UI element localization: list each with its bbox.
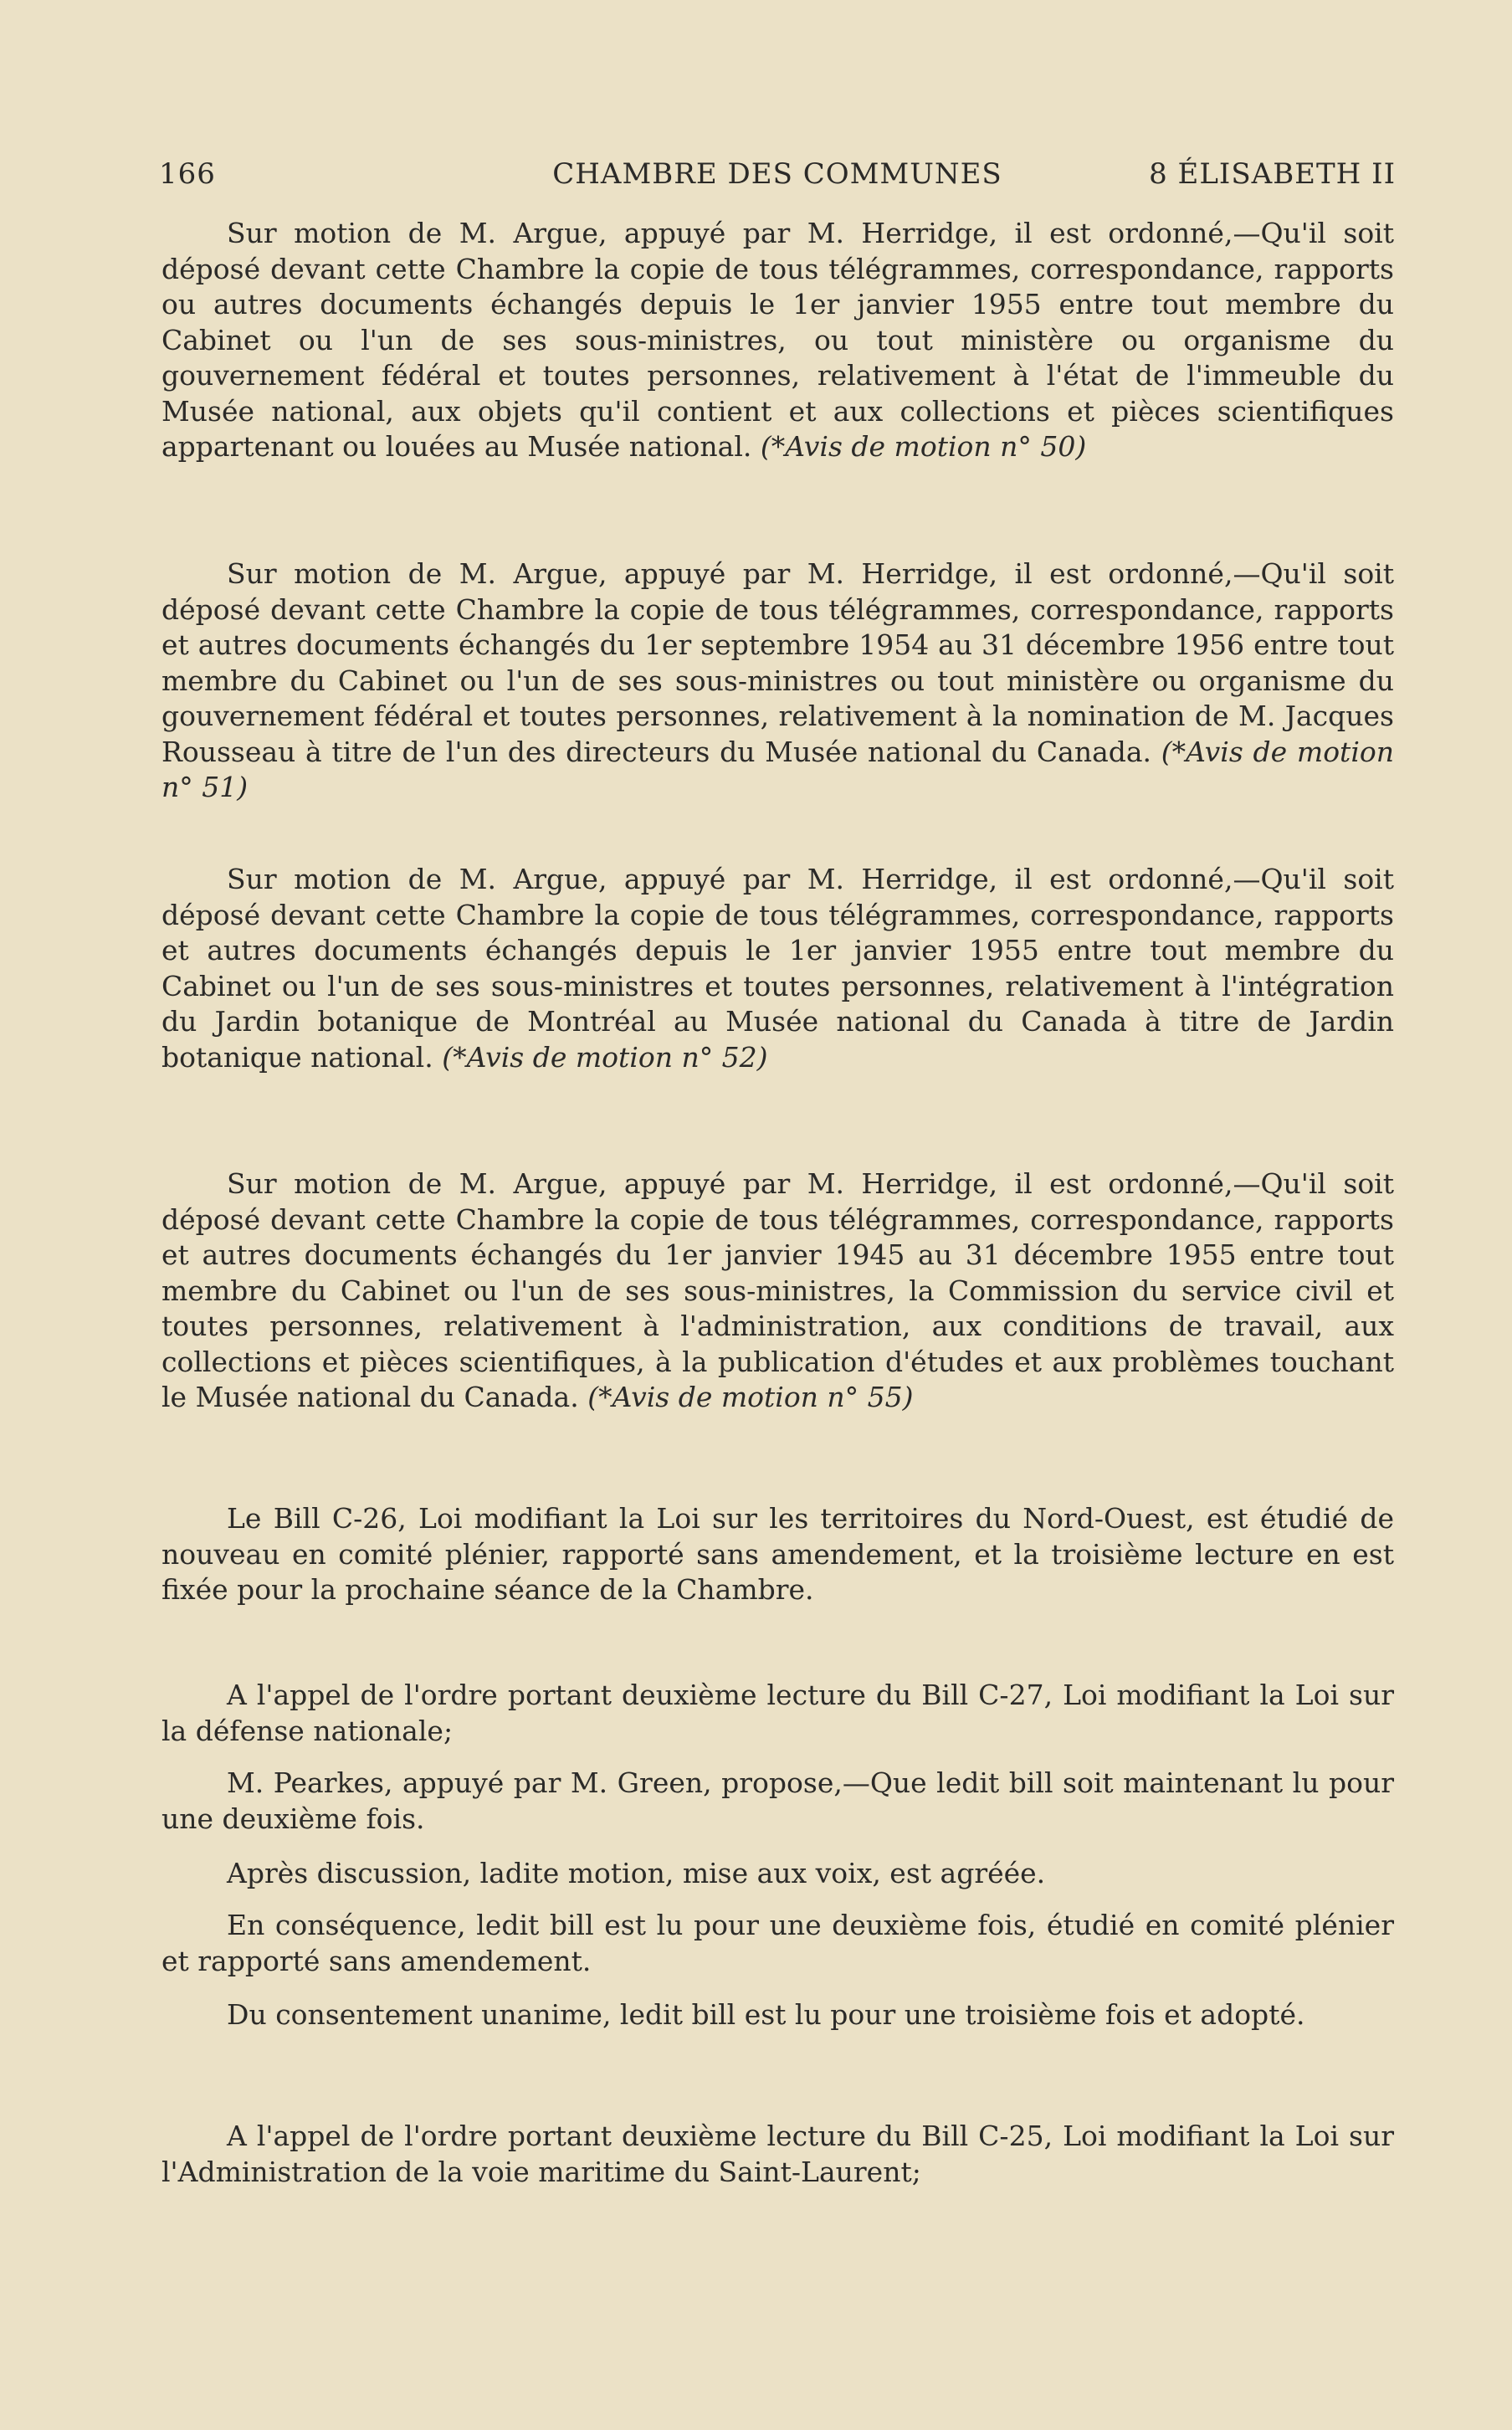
paragraph-text: Sur motion de M. Argue, appuyé par M. Herridge, il est ordonné,—Qu'il soit déposé devant cette Chambre la copie de tous télégrammes, correspondance, rapports et autres documents échangés du 1er janvier 1945 au 31 décembre 1955 entre tout membre du Cabinet ou l'un de ses sous-ministres, la Commission du service civil et toutes personnes, relativement à l'administration, aux conditions de travail, aux collections et pièces scientifiques, à la publication d'études et aux problèmes touchant le Musée national du Canada.: [161, 1167, 1394, 1413]
paragraph-bill-c27-call: [161, 1678, 1394, 1749]
paragraph-second-reading: [161, 1908, 1394, 1979]
paragraph-text: En conséquence, ledit bill est lu pour une deuxième fois, étudié en comité plénier et rapporté sans amendement.: [161, 1909, 1394, 1977]
paragraph-motion-55: [161, 1166, 1394, 1416]
paragraph-text: A l'appel de l'ordre portant deuxième lecture du Bill C-27, Loi modifiant la Loi sur la défense nationale;: [161, 1679, 1394, 1747]
notice-reference: (*Avis de motion n° 50): [760, 430, 1087, 463]
page-number: 166: [159, 157, 216, 191]
paragraph-bill-c25-call: [161, 2119, 1394, 2190]
header-title: CHAMBRE DES COMMUNES: [552, 157, 1002, 191]
paragraph-motion-agreed: [161, 1856, 1394, 1892]
paragraph-text: A l'appel de l'ordre portant deuxième lecture du Bill C-25, Loi modifiant la Loi sur l'Administration de la voie maritime du Saint-Laurent;: [161, 2120, 1394, 2188]
running-header: [159, 157, 1396, 199]
paragraph-text: Après discussion, ladite motion, mise aux voix, est agréée.: [227, 1857, 1046, 1889]
paragraph-bill-c26: [161, 1501, 1394, 1608]
paragraph-text: Sur motion de M. Argue, appuyé par M. Herridge, il est ordonné,—Qu'il soit déposé devant cette Chambre la copie de tous télégrammes, correspondance, rapports ou autres documents échangés depuis le 1er janvier 1955 entre tout membre du Cabinet ou l'un de ses sous-ministres, ou tout ministère ou organisme du gouvernement fédéral et toutes personnes, relativement à l'état de l'immeuble du Musée national, aux objets qu'il contient et aux collections et pièces scientifiques appartenant ou louées au Musée national.: [161, 217, 1394, 463]
notice-reference: (*Avis de motion n° 51): [161, 735, 1394, 803]
paragraph-motion-50: [161, 216, 1394, 465]
paragraph-motion-52: [161, 862, 1394, 1075]
paragraph-third-reading: [161, 1997, 1394, 2033]
paragraph-motion-51: [161, 556, 1394, 806]
header-reign: 8 ÉLISABETH II: [1149, 157, 1396, 191]
paragraph-text: Le Bill C-26, Loi modifiant la Loi sur les territoires du Nord-Ouest, est étudié de nouveau en comité plénier, rapporté sans amendement, et la troisième lecture en est fixée pour la prochaine séance de la Chambre.: [161, 1502, 1394, 1606]
paragraph-text: M. Pearkes, appuyé par M. Green, propose,—Que ledit bill soit maintenant lu pour une deuxième fois.: [161, 1766, 1394, 1835]
paragraph-text: Du consentement unanime, ledit bill est lu pour une troisième fois et adopté.: [227, 1998, 1305, 2031]
paragraph-pearkes-motion: [161, 1766, 1394, 1837]
notice-reference: (*Avis de motion n° 55): [587, 1381, 914, 1413]
paragraph-text: Sur motion de M. Argue, appuyé par M. Herridge, il est ordonné,—Qu'il soit déposé devant cette Chambre la copie de tous télégrammes, correspondance, rapports et autres documents échangés du 1er septembre 1954 au 31 décembre 1956 entre tout membre du Cabinet ou l'un de ses sous-ministres ou tout ministère ou organisme du gouvernement fédéral et toutes personnes, relativement à la nomination de M. Jacques Rousseau à titre de l'un des directeurs du Musée national du Canada.: [161, 557, 1394, 768]
notice-reference: (*Avis de motion n° 52): [442, 1040, 768, 1074]
paragraph-text: Sur motion de M. Argue, appuyé par M. Herridge, il est ordonné,—Qu'il soit déposé devant cette Chambre la copie de tous télégrammes, correspondance, rapports et autres documents échangés depuis le 1er janvier 1955 entre tout membre du Cabinet ou l'un de ses sous-ministres et toutes personnes, relativement à l'intégration du Jardin botanique de Montréal au Musée national du Canada à titre de Jardin botanique national.: [161, 863, 1394, 1074]
